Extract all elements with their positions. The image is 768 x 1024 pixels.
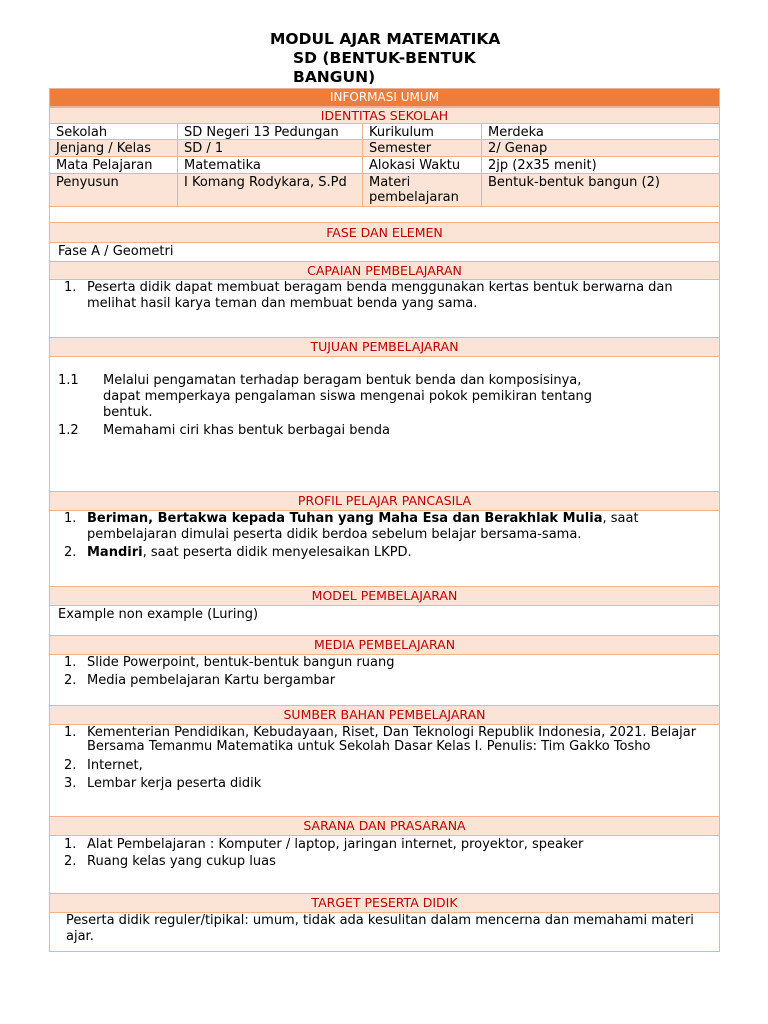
title-line-1: MODUL AJAR MATEMATIKA (270, 30, 501, 48)
label-penyusun: Penyusun (50, 174, 178, 206)
media-item: 2. Media pembelajaran Kartu bergambar (64, 673, 336, 688)
label-sekolah: Sekolah (50, 124, 178, 139)
profil-item: 1. Beriman, Bertakwa kepada Tuhan yang Maha Esa dan Berakhlak Mulia, saat pembelajaran dimulai peserta didik berdoa sebelum belajar bersama-sama. (64, 511, 639, 542)
sumber-item: 1. Kementerian Pendidikan, Kebudayaan, Riset, Dan Teknologi Republik Indonesia, 2021. Belajar Bersama Temanmu Matematika untuk Sekolah Dasar Kelas I. Penulis: Tim Gakko Tosho (64, 725, 697, 754)
media-item: 1. Slide Powerpoint, bentuk-bentuk bangun ruang (64, 655, 395, 670)
document-title (260, 30, 560, 87)
profil-item: 2. Mandiri, saat peserta didik menyelesaikan LKPD. (64, 545, 412, 560)
capaian-item: 1. Peserta didik dapat membuat beragam benda menggunakan kertas bentuk berwarna dan melihat hasil karya teman dan membuat benda yang sama. (64, 280, 673, 311)
value-kurikulum: Merdeka (488, 125, 544, 140)
sumber-header: SUMBER BAHAN PEMBELAJARAN (50, 705, 719, 725)
title-line-3: BANGUN) (293, 68, 376, 86)
value-sekolah: SD Negeri 13 Pedungan (178, 124, 363, 139)
value-alokasi-waktu: 2jp (2x35 menit) (488, 158, 597, 173)
value-penyusun: I Komang Rodykara, S.Pd (178, 174, 363, 206)
identitas-sekolah-header: IDENTITAS SEKOLAH (50, 107, 719, 124)
label-kurikulum: Kurikulum (363, 124, 482, 139)
label-alokasi-waktu: Alokasi Waktu (363, 157, 482, 173)
sarana-item: 2. Ruang kelas yang cukup luas (64, 854, 276, 869)
profil-content (50, 511, 719, 561)
label-materi: Materi pembelajaran (363, 174, 482, 206)
fase-header: FASE DAN ELEMEN (50, 222, 719, 243)
target-header: TARGET PESERTA DIDIK (50, 893, 719, 913)
tujuan-item: 1.1 Melalui pengamatan terhadap beragam bentuk benda dan komposisinya, dapat memperkaya pengalaman siswa mengenai pokok pemikiran tentang bentuk. (58, 373, 593, 420)
label-mata-pelajaran: Mata Pelajaran (50, 157, 178, 173)
informasi-umum-header: INFORMASI UMUM (50, 89, 719, 107)
value-jenjang: SD / 1 (178, 140, 363, 156)
sarana-item: 1. Alat Pembelajaran : Komputer / laptop, jaringan internet, proyektor, speaker (64, 837, 584, 852)
title-line-2: SD (BENTUK-BENTUK (293, 49, 476, 67)
tujuan-header: TUJUAN PEMBELAJARAN (50, 337, 719, 357)
identity-row-jenjang (50, 140, 719, 157)
module-table (49, 88, 720, 952)
label-semester: Semester (363, 140, 482, 156)
model-text: Example non example (Luring) (58, 607, 259, 622)
profil-header: PROFIL PELAJAR PANCASILA (50, 491, 719, 511)
tujuan-content (50, 373, 719, 439)
capaian-header: CAPAIAN PEMBELAJARAN (50, 261, 719, 280)
media-header: MEDIA PEMBELAJARAN (50, 635, 719, 655)
target-text: Peserta didik reguler/tipikal: umum, tidak ada kesulitan dalam mencerna dan memahami materi ajar. (66, 913, 694, 944)
label-jenjang: Jenjang / Kelas (50, 140, 178, 156)
value-mata-pelajaran: Matematika (178, 157, 363, 173)
sarana-header: SARANA DAN PRASARANA (50, 816, 719, 836)
identity-row-mapel (50, 157, 719, 174)
identity-row-sekolah (50, 124, 719, 140)
sumber-item: 2. Internet, (64, 758, 143, 773)
media-content (50, 655, 719, 689)
value-semester: 2/ Genap (488, 141, 548, 156)
sarana-content (50, 837, 719, 870)
tujuan-item: 1.2 Memahami ciri khas bentuk berbagai benda (58, 423, 390, 438)
identity-row-penyusun (50, 174, 719, 207)
sumber-item: 3. Lembar kerja peserta didik (64, 776, 262, 791)
model-header: MODEL PEMBELAJARAN (50, 586, 719, 606)
capaian-content (50, 280, 719, 312)
value-materi: Bentuk-bentuk bangun (2) (488, 175, 660, 190)
fase-text: Fase A / Geometri (58, 244, 174, 259)
sumber-content (50, 726, 719, 792)
